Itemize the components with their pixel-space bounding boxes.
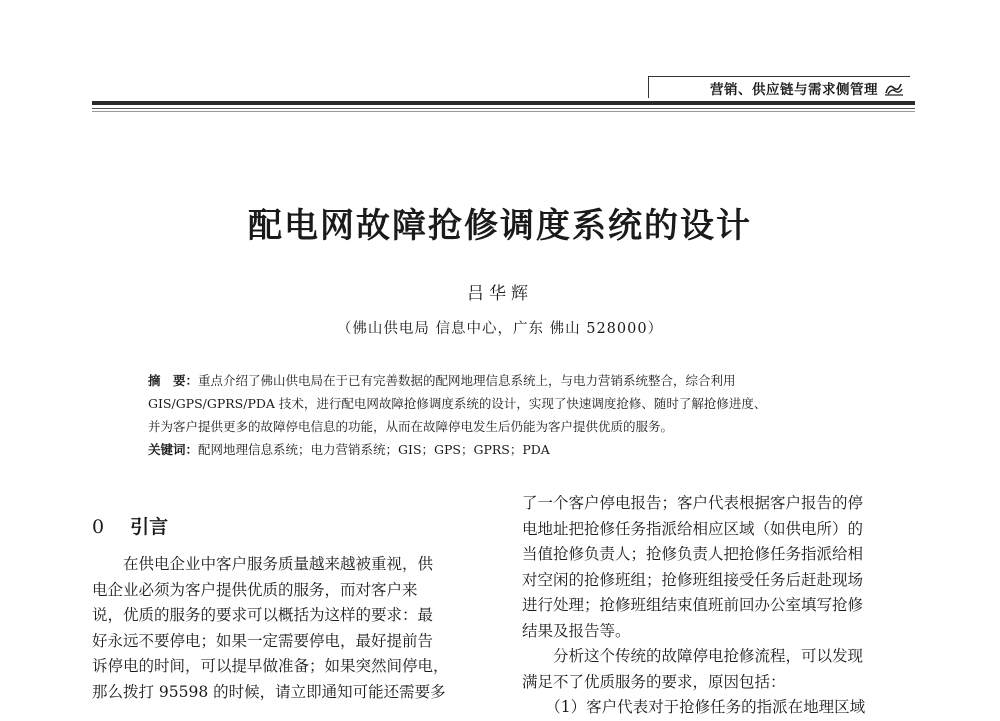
text-line: 说，优质的服务的要求可以概括为这样的要求：最 — [92, 606, 434, 624]
text-line: 满足不了优质服务的要求，原因包括： — [522, 672, 786, 691]
running-header — [648, 76, 910, 98]
header-rule-hairline — [92, 111, 915, 112]
text-line: 结果及报告等。 — [522, 621, 631, 640]
header-rule-thin — [92, 108, 915, 109]
keywords-line — [148, 438, 870, 461]
text-line: 那么拨打 95598 的时候，请立即通知可能还需要多 — [92, 682, 446, 701]
text-line: 当值抢修负责人；抢修负责人把抢修任务指派给相 — [522, 545, 864, 563]
left-column — [92, 552, 496, 705]
text-line: 进行处理；抢修班组结束值班前回办公室填写抢修 — [522, 596, 864, 614]
text-line: 了一个客户停电报告；客户代表根据客户报告的停 — [522, 494, 864, 512]
abstract-line: 并为客户提供更多的故障停电信息的功能，从而在故障停电发生后仍能为客户提供优质的服务。 — [148, 419, 674, 434]
keywords-text: 配网地理信息系统；电力营销系统；GIS；GPS；GPRS；PDA — [198, 442, 550, 457]
keywords-label: 关键词： — [148, 442, 199, 457]
text-line: 对空闲的抢修班组；抢修班组接受任务后赶赴现场 — [522, 570, 864, 589]
section-number: 0 — [92, 516, 105, 538]
text-line: 分析这个传统的故障停电抢修流程，可以发现 — [522, 647, 864, 665]
author-affiliation: （佛山供电局 信息中心，广东 佛山 528000） — [336, 321, 664, 337]
header-rule-thick — [92, 101, 915, 105]
section-heading — [92, 512, 168, 539]
right-column — [522, 491, 926, 721]
author-name: 吕华辉 — [467, 284, 533, 304]
abstract-line: GIS/GPS/GPRS/PDA 技术，进行配电网故障抢修调度系统的设计，实现了快速调度抢修、随时了解抢修进度、 — [148, 396, 767, 411]
header-section-label: 营销、供应链与需求侧管理 — [710, 81, 878, 98]
text-line: 电地址把抢修任务指派给相应区域（如供电所）的 — [522, 519, 864, 538]
swirl-ornament-icon — [884, 80, 904, 96]
text-line: 在供电企业中客户服务质量越来越被重视，供 — [92, 555, 434, 573]
paper-title: 配电网故障抢修调度系统的设计 — [248, 206, 752, 246]
text-line: 诉停电的时间，可以提早做准备；如果突然间停电， — [92, 657, 449, 675]
text-line: 好永远不要停电；如果一定需要停电，最好提前告 — [92, 631, 434, 650]
abstract-block — [148, 369, 870, 461]
abstract-line: 摘 要：重点介绍了佛山供电局在于已有完善数据的配网地理信息系统上，与电力营销系统整合，综合利用 — [148, 373, 736, 388]
abstract-label: 摘 要： — [148, 373, 199, 388]
text-line: （1）客户代表对于抢修任务的指派在地理区域 — [522, 698, 866, 716]
text-line: 电企业必须为客户提供优质的服务，而对客户来 — [92, 580, 418, 599]
section-title: 引言 — [130, 516, 169, 538]
